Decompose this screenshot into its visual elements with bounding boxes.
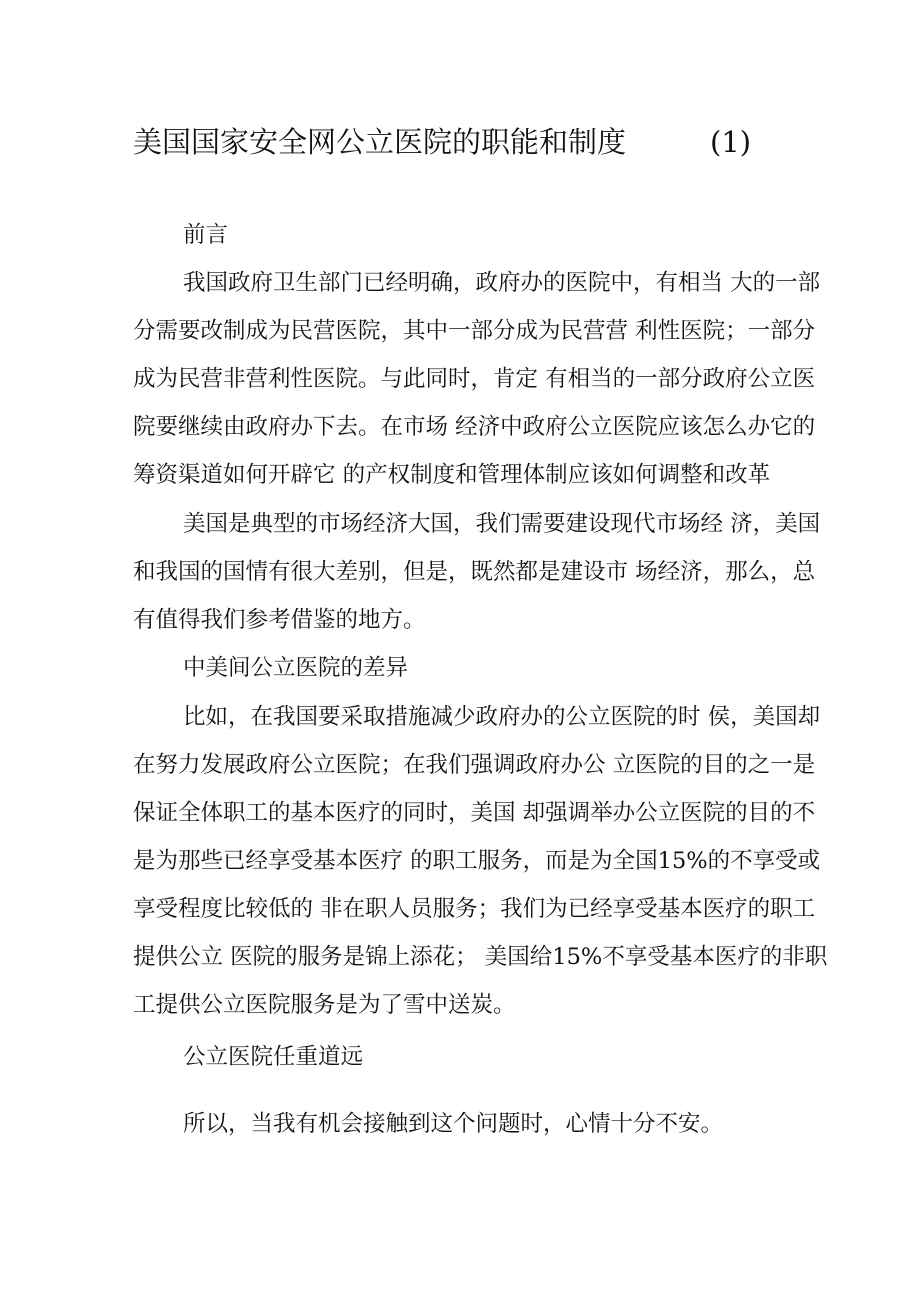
title-text: 美国国家安全网公立医院的职能和制度 — [133, 125, 627, 159]
paragraph-line: 享受程度比较低的 非在职人员服务；我们为已经享受基本医疗的职工 — [133, 896, 816, 922]
paragraph-line: 工提供公立医院服务是为了雪中送炭。 — [133, 992, 516, 1018]
title-part-number: (1) — [710, 125, 752, 159]
paragraph-line: 院要继续由政府办下去。在市场 经济中政府公立医院应该怎么办它的 — [133, 414, 816, 440]
paragraph-1 — [133, 259, 821, 499]
paragraph-line: 成为民营非营利性医院。与此同时，肯定 有相当的一部分政府公立医 — [133, 366, 816, 392]
paragraph-line: 有值得我们参考借鉴的地方。 — [133, 607, 426, 633]
section-heading-long-road: 公立医院任重道远 — [183, 1044, 364, 1070]
paragraph-line: 和我国的国情有很大差别，但是，既然都是建设市 场经济，那么，总 — [133, 559, 816, 585]
paragraph-line: 所以，当我有机会接触到这个问题时，心情十分不安。 — [183, 1111, 724, 1137]
paragraph-line: 分需要改制成为民营医院，其中一部分成为民营营 利性医院；一部分 — [133, 318, 816, 344]
section-heading-preface: 前言 — [183, 222, 229, 248]
paragraph-2 — [133, 500, 821, 644]
paragraph-4 — [133, 1100, 775, 1148]
paragraph-line: 保证全体职工的基本医疗的同时，美国 却强调举办公立医院的目的不 — [133, 800, 816, 826]
paragraph-line: 筹资渠道如何开辟它 的产权制度和管理体制应该如何调整和改革 — [133, 462, 771, 488]
paragraph-line: 我国政府卫生部门已经明确，政府办的医院中，有相当 大的一部 — [183, 270, 821, 296]
section-heading-differences: 中美间公立医院的差异 — [183, 655, 409, 681]
paragraph-3 — [133, 693, 828, 1029]
paragraph-line: 比如，在我国要采取措施减少政府办的公立医院的时 侯，美国却 — [183, 704, 821, 730]
paragraph-line: 是为那些已经享受基本医疗 的职工服务，而是为全国15%的不享受或 — [133, 848, 821, 874]
paragraph-line: 提供公立 医院的服务是锦上添花； 美国给15%不享受基本医疗的非职 — [133, 944, 828, 970]
paragraph-line: 美国是典型的市场经济大国，我们需要建设现代市场经 济，美国 — [183, 511, 821, 537]
paragraph-line: 在努力发展政府公立医院；在我们强调政府办公 立医院的目的之一是 — [133, 752, 816, 778]
document-title — [133, 122, 752, 162]
